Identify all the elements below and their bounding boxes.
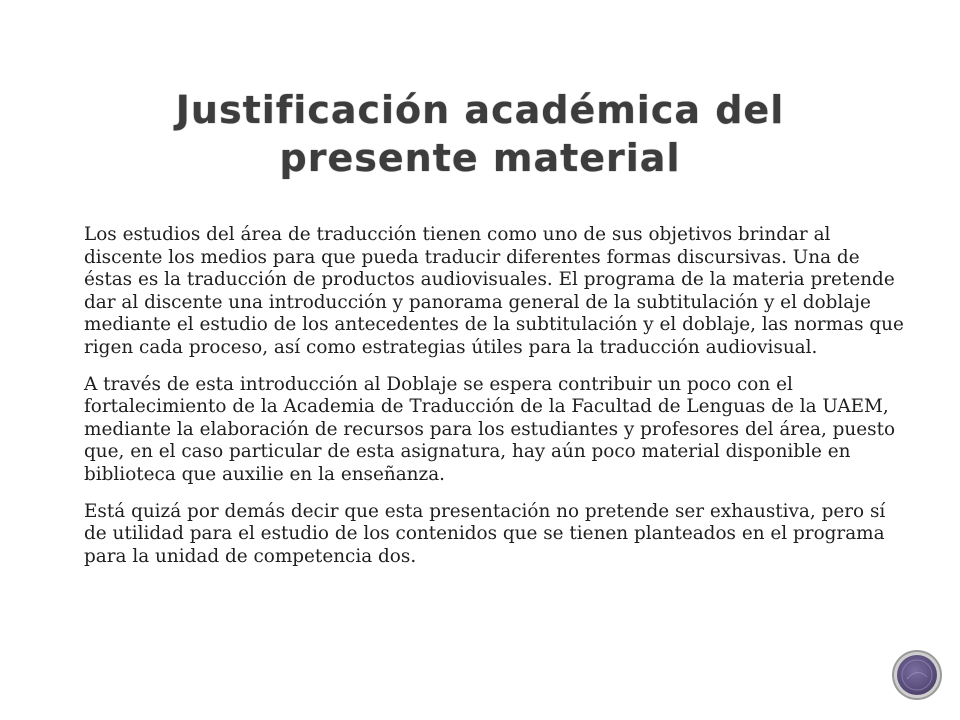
paragraph-1: Los estudios del área de traducción tienen como uno de sus objetivos brindar al discente los medios para que pueda traducir diferentes formas discursivas. Una de éstas es la traducción de productos audiovisuales. El programa de la materia pretende dar al discente una introducción y panorama general de la subtitulación y el doblaje mediante el estudio de los antecedentes de la subtitulación y el doblaje, las normas que rigen cada proceso, así como estrategias útiles para la traducción audiovisual. [84,224,904,358]
purple-circle-badge-icon [897,655,937,695]
paragraph-2: A través de esta introducción al Doblaje se espera contribuir un poco con el fortalecimiento de la Academia de Traducción de la Facultad de Lenguas de la UAEM, mediante la elaboración de recursos para los estudiantes y profesores del área, puesto que, en el caso particular de esta asignatura, hay aún poco material disponible en biblioteca que auxilie en la enseñanza. [84,373,896,485]
paragraph-3: Está quizá por demás decir que esta presentación no pretende ser exhaustiva, pero sí de utilidad para el estudio de los contenidos que se tienen planteados en el programa para la unidad de competencia dos. [84,500,886,567]
slide-title: Justificación académica del presente material [175,88,785,180]
slide-body [84,224,904,582]
